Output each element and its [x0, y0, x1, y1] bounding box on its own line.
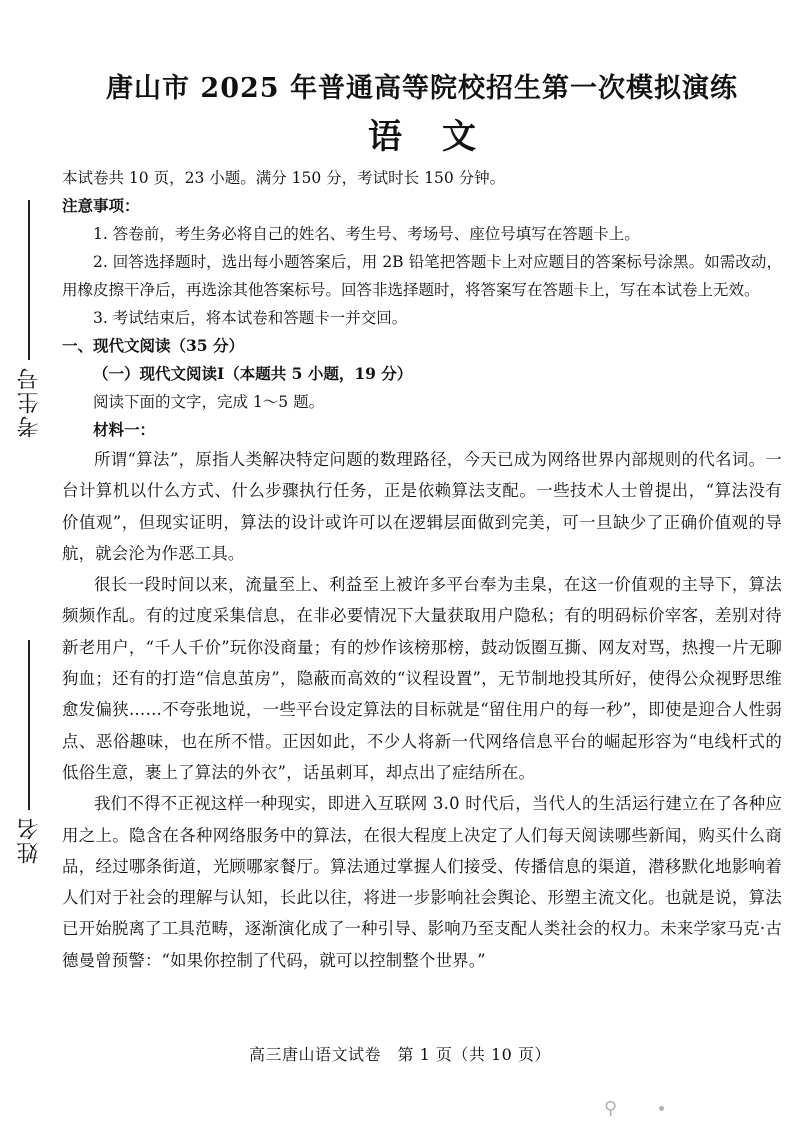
exam-intro: 本试卷共 10 页，23 小题。满分 150 分，考试时长 150 分钟。: [62, 169, 506, 187]
material-body: [62, 444, 782, 976]
subsection-heading: （一）现代文阅读Ⅰ（本题共 5 小题，19 分）: [93, 364, 413, 383]
material-label: 材料一：: [93, 420, 156, 439]
exam-content: [62, 66, 782, 976]
paragraph-3: 我们不得不正视这样一种现实，即进入互联网 3.0 时代后，当代人的生活运行建立在了各种应用之上。隐含在各种网络服务中的算法，在很大程度上决定了人们每天阅读哪些新闻，购买什么商品，经过哪条街道，光顾哪家餐厅。算法通过掌握人们接受、传播信息的渠道，潜移默化地影响着人们对于社会的理解与认知，长此以往，将进一步影响社会舆论、形塑主流文化。也就是说，算法已开始脱离了工具范畴，逐渐演化成了一种引导、影响乃至支配人类社会的权力。未来学家马克·古德曼曾预警：“如果你控制了代码，就可以控制整个世界。”: [62, 794, 782, 970]
name-line: [28, 640, 30, 810]
exam-title: 唐山市 2025 年普通高等院校招生第一次模拟演练: [106, 73, 738, 104]
exam-number-label: 考生号: [16, 366, 42, 438]
page-footer: 高三唐山语文试卷 第 1 页（共 10 页）: [249, 1045, 551, 1064]
notes-heading: 注意事项：: [62, 196, 140, 215]
name-field: [14, 640, 44, 864]
notes-section: [62, 192, 782, 332]
exam-number-line: [28, 200, 30, 360]
reading-instruction: 阅读下面的文字，完成 1～5 题。: [93, 393, 325, 411]
paragraph-1: 所谓“算法”，原指人类解决特定问题的数理路径，今天已成为网络世界内部规则的代名词。一台计算机以什么方式、什么步骤执行任务，正是依赖算法支配。一些技术人士曾提出，“算法没有价值观”，但现实证明，算法的设计或许可以在逻辑层面做到完美，可一旦缺少了正确价值观的导航，就会沦为作恶工具。: [62, 450, 782, 563]
section-heading: 一、现代文阅读（35 分）: [62, 336, 244, 355]
scan-mark-icon: ⚲∙: [604, 1098, 707, 1119]
notes-item-2: 2. 回答选择题时，选出每小题答案后，用 2B 铅笔把答题卡上对应题目的答案标号涂黑。如需改动，用橡皮擦干净后，再选涂其他答案标号。回答非选择题时，将答案写在答题卡上，写在本试卷上无效。: [62, 253, 782, 299]
notes-item-3: 3. 考试结束后，将本试卷和答题卡一并交回。: [93, 309, 408, 327]
name-label: 姓名: [16, 816, 42, 864]
exam-number-field: [14, 200, 44, 438]
subject-title: 语文: [368, 117, 516, 157]
paragraph-2: 很长一段时间以来，流量至上、利益至上被许多平台奉为圭臬，在这一价值观的主导下，算法频频作乱。有的过度采集信息，在非必要情况下大量获取用户隐私；有的明码标价宰客，差别对待新老用户，“千人千价”玩你没商量；有的炒作该榜那榜，鼓动饭圈互撕、网友对骂，热搜一片无聊狗血；还有的打造“信息茧房”，隐蔽而高效的“议程设置”，无节制地投其所好，使得公众视野思维愈发偏狭……不夸张地说，一些平台设定算法的目标就是“留住用户的每一秒”，即使是迎合人性弱点、恶俗趣味，也在所不惜。正因如此，不少人将新一代网络信息平台的崛起形容为“电线杆式的低俗生意，裹上了算法的外衣”，话虽刺耳，却点出了症结所在。: [62, 575, 782, 782]
notes-item-1: 1. 答卷前，考生务必将自己的姓名、考生号、考场号、座位号填写在答题卡上。: [93, 225, 640, 243]
